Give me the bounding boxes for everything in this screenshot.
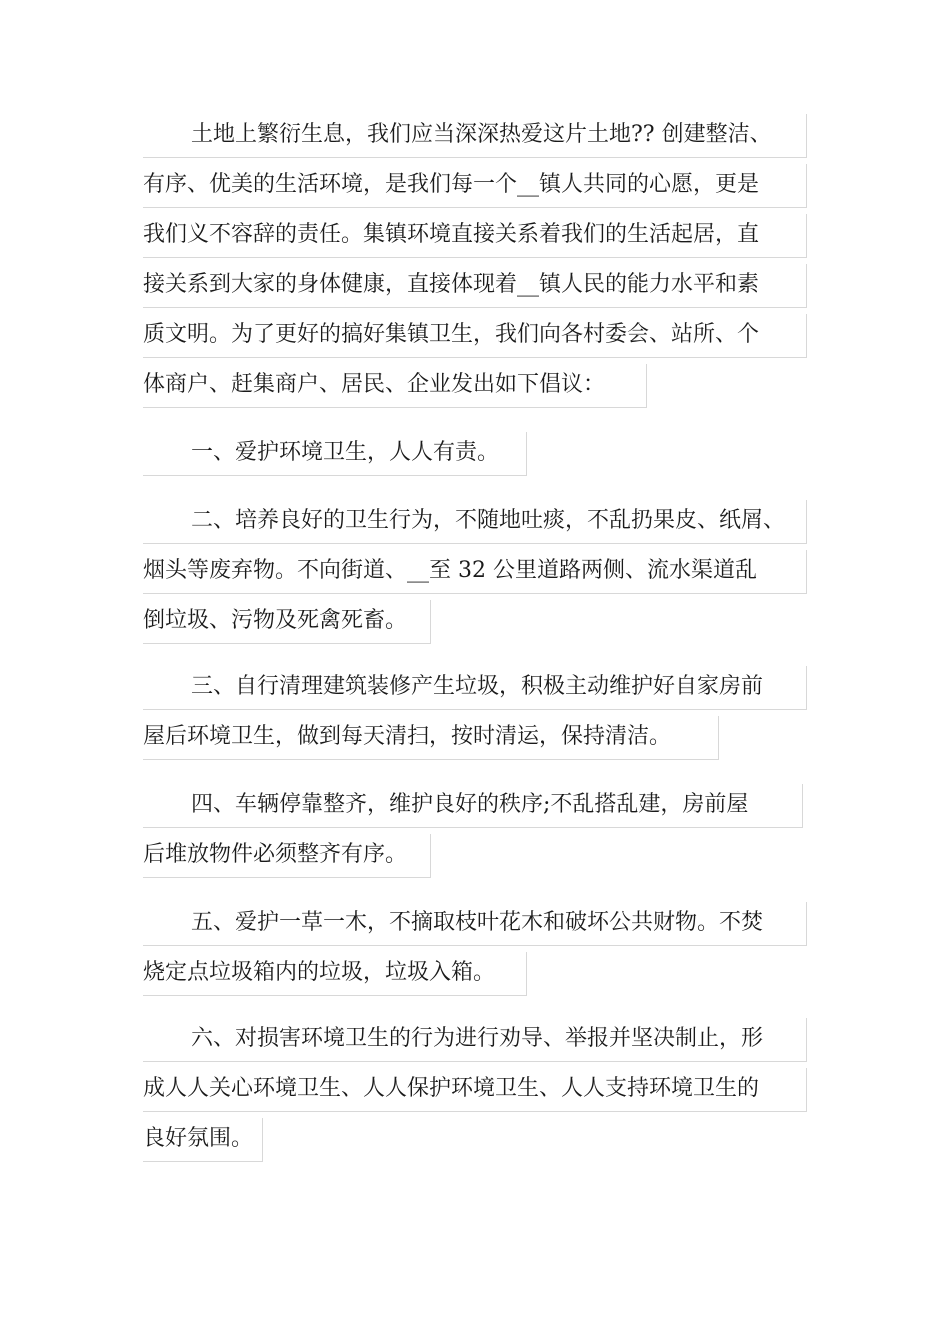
text-line: 后堆放物件必须整齐有序。	[143, 830, 431, 880]
text-line: 体商户、赶集商户、居民、企业发出如下倡议：	[143, 360, 647, 410]
text-line: 屋后环境卫生，做到每天清扫，按时清运，保持清洁。	[143, 712, 719, 762]
paragraph-intro	[143, 110, 807, 410]
text-line: 烧定点垃圾箱内的垃圾，垃圾入箱。	[143, 948, 527, 998]
text-line: 倒垃圾、污物及死禽死畜。	[143, 596, 431, 646]
text-line: 土地上繁衍生息，我们应当深深热爱这片土地?? 创建整洁、	[143, 110, 807, 160]
text-line: 我们义不容辞的责任。集镇环境直接关系着我们的生活起居，直	[143, 210, 807, 260]
text-line: 成人人关心环境卫生、人人保护环境卫生、人人支持环境卫生的	[143, 1064, 807, 1114]
paragraph-item-6	[143, 1014, 807, 1164]
text-line: 一、爱护环境卫生，人人有责。	[143, 428, 527, 478]
text-line: 三、自行清理建筑装修产生垃圾，积极主动维护好自家房前	[143, 662, 807, 712]
paragraph-item-4	[143, 780, 807, 880]
text-line: 良好氛围。	[143, 1114, 263, 1164]
text-line: 接关系到大家的身体健康，直接体现着__镇人民的能力水平和素	[143, 260, 807, 310]
paragraph-item-3	[143, 662, 807, 762]
text-line: 六、对损害环境卫生的行为进行劝导、举报并坚决制止，形	[143, 1014, 807, 1064]
text-line: 烟头等废弃物。不向街道、__至 32 公里道路两侧、流水渠道乱	[143, 546, 807, 596]
text-line: 质文明。为了更好的搞好集镇卫生，我们向各村委会、站所、个	[143, 310, 807, 360]
paragraph-item-1	[143, 428, 807, 478]
paragraph-item-5	[143, 898, 807, 998]
text-line: 四、车辆停靠整齐，维护良好的秩序;不乱搭乱建，房前屋	[143, 780, 803, 830]
text-line: 二、培养良好的卫生行为，不随地吐痰，不乱扔果皮、纸屑、	[143, 496, 807, 546]
text-line: 五、爱护一草一木，不摘取枝叶花木和破坏公共财物。不焚	[143, 898, 807, 948]
paragraph-item-2	[143, 496, 807, 646]
text-line: 有序、优美的生活环境，是我们每一个__镇人共同的心愿，更是	[143, 160, 807, 210]
